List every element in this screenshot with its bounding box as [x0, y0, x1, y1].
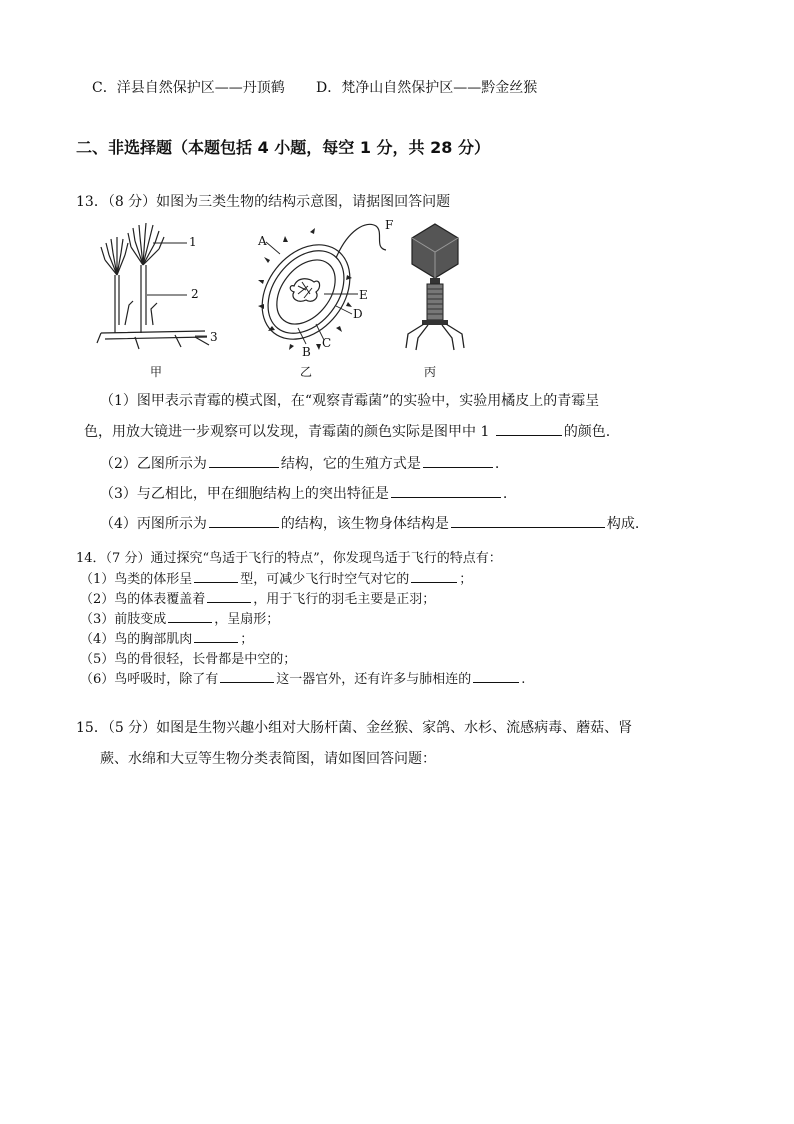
- q12-option-c: C．洋县自然保护区——丹顶鹤: [92, 80, 285, 96]
- q14-i2-blank[interactable]: [207, 588, 251, 603]
- fig-yi-label-F: F: [385, 218, 394, 232]
- fig-yi-caption: 乙: [300, 365, 313, 379]
- q14-item-6: （6）鸟呼吸时，除了有 这一器官外，还有许多与肺相连的 .: [80, 668, 525, 687]
- q14-i3-blank[interactable]: [168, 608, 212, 623]
- fig-yi-label-E: E: [359, 288, 368, 302]
- q13-p1-blank[interactable]: [496, 421, 562, 436]
- q13-p2: （2）乙图所示为 结构，它的生殖方式是 .: [100, 453, 499, 473]
- fig-jia-label-1: 1: [189, 235, 197, 249]
- q14-item-3: （3）前肢变成 ，呈扇形；: [80, 608, 279, 627]
- q13-stem: 13．（8 分）如图为三类生物的结构示意图，请据图回答问题: [76, 194, 451, 210]
- q13-p2-blank-1[interactable]: [209, 453, 279, 468]
- fig-jia-caption: 甲: [150, 365, 163, 379]
- q14-item-1: （1）鸟类的体形呈 型，可减少飞行时空气对它的 ；: [80, 568, 472, 587]
- q14-item-4: （4）鸟的胸部肌肉 ；: [80, 628, 253, 647]
- q14-i6-blank-2[interactable]: [473, 668, 519, 683]
- q14-i1-blank-1[interactable]: [194, 568, 238, 583]
- q13-p1-line1: （1）图甲表示青霉的模式图，在“观察青霉菌”的实验中，实验用橘皮上的青霉呈: [100, 393, 600, 409]
- fig-jia-label-3: 3: [210, 330, 218, 344]
- q13-p2-blank-2[interactable]: [423, 453, 493, 468]
- q15-line-1: 15．（5 分）如图是生物兴趣小组对大肠杆菌、金丝猴、家鸽、水杉、流感病毒、蘑菇、肾: [76, 720, 633, 736]
- fig-jia-label-2: 2: [191, 287, 199, 301]
- q13-p3: （3）与乙相比，甲在细胞结构上的突出特征是 .: [100, 483, 507, 503]
- q13-p4: （4）丙图所示为 的结构，该生物身体结构是 构成.: [100, 513, 639, 533]
- fig-yi-label-D: D: [353, 307, 363, 321]
- q13-p1-line2: 色，用放大镜进一步观察可以发现，青霉菌的颜色实际是图甲中 1 的颜色.: [84, 421, 610, 441]
- q13-p3-blank[interactable]: [391, 483, 501, 498]
- fig-yi-label-A: A: [258, 234, 267, 248]
- q14-item-5: （5）鸟的骨很轻，长骨都是中空的；: [80, 652, 297, 667]
- q13-p4-blank-2[interactable]: [451, 513, 605, 528]
- q14-i6-blank-1[interactable]: [220, 668, 274, 683]
- q14-i1-blank-2[interactable]: [411, 568, 457, 583]
- fig-bing-caption: 丙: [424, 365, 437, 379]
- q15-line-2: 蕨、水绵和大豆等生物分类表简图，请如图回答问题：: [100, 751, 436, 767]
- fig-yi-label-C: C: [322, 336, 332, 350]
- q14-i4-blank[interactable]: [194, 628, 238, 643]
- q14-item-2: （2）鸟的体表覆盖着 ，用于飞行的羽毛主要是正羽；: [80, 588, 435, 607]
- q14-stem: 14．（7 分）通过探究“鸟适于飞行的特点”，你发现鸟适于飞行的特点有：: [76, 551, 502, 566]
- q12-option-d: D．梵净山自然保护区——黔金丝猴: [316, 80, 538, 96]
- section-title: 二、非选择题（本题包括 4 小题，每空 1 分，共 28 分）: [76, 138, 490, 157]
- fig-yi-label-B: B: [302, 345, 311, 359]
- q13-p4-blank-1[interactable]: [209, 513, 279, 528]
- figure-bacteriophage: [400, 222, 470, 357]
